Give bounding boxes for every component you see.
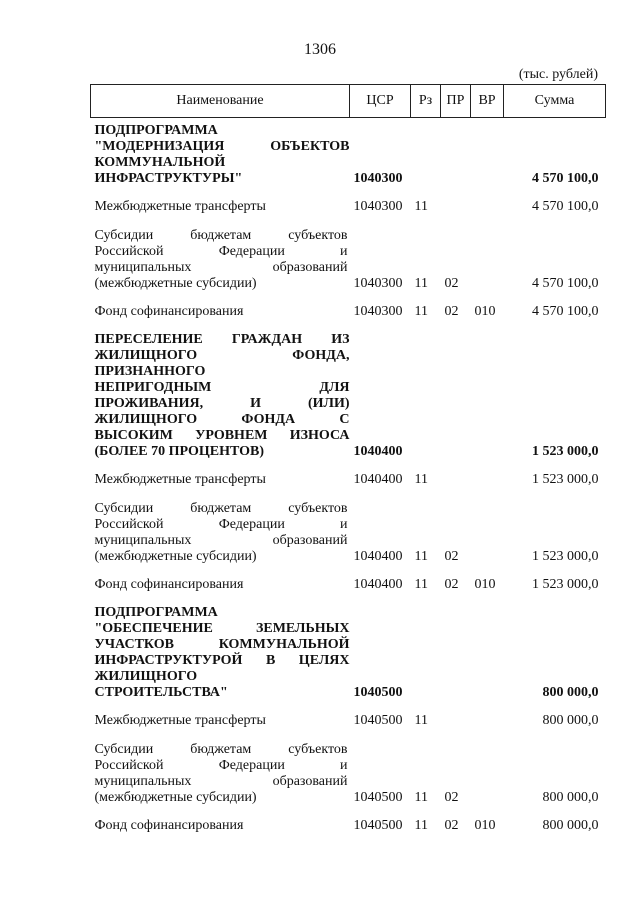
row-name: [91, 472, 350, 488]
cell-sum: 800 000,0: [542, 685, 599, 700]
row-spacer-cell: [91, 565, 606, 577]
name-line: ПЕРЕСЕЛЕНИЕ ГРАЖДАН ИЗ: [94, 332, 350, 347]
cell-rz: 11: [414, 276, 428, 291]
page-number: 1306: [304, 41, 336, 58]
cell-pr: [441, 123, 471, 187]
row-spacer-cell: [91, 729, 606, 742]
budget-table: [90, 84, 606, 834]
cell-csr: 1040500: [353, 818, 403, 833]
cell-csr: 1040300: [353, 171, 403, 186]
cell-pr: [441, 605, 471, 701]
table-row: [91, 818, 606, 834]
column-header-vr: ВР: [471, 85, 504, 118]
units-label: (тыс. рублей): [518, 67, 598, 82]
section-title: [91, 605, 350, 701]
name-line: (межбюджетные субсидии): [94, 276, 257, 291]
row-spacer: [91, 729, 606, 742]
name-line: Межбюджетные трансферты: [94, 713, 266, 728]
table-body: [91, 118, 606, 835]
cell-pr: [441, 332, 471, 460]
cell-vr: 010: [474, 577, 496, 592]
column-header-sum: Сумма: [504, 85, 606, 118]
name-line: муниципальных образований: [94, 533, 348, 548]
row-spacer-cell: [91, 806, 606, 818]
cell-pr: 02: [444, 549, 459, 564]
table-row: [91, 199, 606, 215]
name-line: ИНФРАСТРУКТУРОЙ В ЦЕЛЯХ: [94, 653, 350, 668]
name-line: ИНФРАСТРУКТУРЫ": [94, 171, 243, 186]
name-line: ЖИЛИЩНОГО ФОНДА,: [94, 348, 350, 363]
name-line: ВЫСОКИМ УРОВНЕМ ИЗНОСА: [94, 428, 350, 443]
name-line: Фонд софинансирования: [94, 818, 244, 833]
cell-rz: 11: [414, 713, 428, 728]
name-line: муниципальных образований: [94, 774, 348, 789]
row-name: [91, 199, 350, 215]
cell-sum: 800 000,0: [542, 713, 599, 728]
column-header-name: Наименование: [91, 85, 350, 118]
cell-sum: 4 570 100,0: [532, 304, 599, 319]
cell-sum: 1 523 000,0: [532, 577, 599, 592]
row-spacer-cell: [91, 488, 606, 501]
row-name: [91, 742, 350, 806]
row-spacer: [91, 187, 606, 199]
row-name: [91, 304, 350, 320]
table-row: [91, 713, 606, 729]
cell-rz: 11: [414, 577, 428, 592]
cell-vr: 010: [474, 304, 496, 319]
cell-pr: 02: [444, 818, 459, 833]
cell-rz: [411, 123, 441, 187]
row-name: [91, 713, 350, 729]
cell-vr: [471, 501, 504, 565]
cell-vr: [471, 332, 504, 460]
row-spacer-cell: [91, 593, 606, 605]
table-row: [91, 472, 606, 488]
cell-sum: 4 570 100,0: [532, 199, 599, 214]
row-name: [91, 228, 350, 292]
cell-pr: 02: [444, 304, 459, 319]
name-line: Российской Федерации и: [94, 244, 348, 259]
table-row: [91, 228, 606, 292]
table-header-row: [91, 85, 606, 118]
name-line: Межбюджетные трансферты: [94, 199, 266, 214]
cell-pr: [441, 472, 471, 488]
row-spacer: [91, 320, 606, 332]
cell-sum: 1 523 000,0: [532, 472, 599, 487]
row-spacer: [91, 565, 606, 577]
cell-rz: 11: [414, 790, 428, 805]
cell-rz: [411, 605, 441, 701]
cell-pr: 02: [444, 790, 459, 805]
name-line: муниципальных образований: [94, 260, 348, 275]
section-title: [91, 123, 350, 187]
table-row: [91, 501, 606, 565]
name-line: Субсидии бюджетам субъектов: [94, 228, 348, 243]
cell-vr: [471, 123, 504, 187]
name-line: Фонд софинансирования: [94, 304, 244, 319]
name-line: НЕПРИГОДНЫМ ДЛЯ: [94, 380, 350, 395]
row-spacer: [91, 806, 606, 818]
name-line: СТРОИТЕЛЬСТВА": [94, 685, 228, 700]
cell-csr: 1040300: [353, 304, 403, 319]
cell-vr: [471, 605, 504, 701]
cell-rz: 11: [414, 199, 428, 214]
cell-vr: [471, 713, 504, 729]
name-line: "МОДЕРНИЗАЦИЯ ОБЪЕКТОВ: [94, 139, 350, 154]
name-line: УЧАСТКОВ КОММУНАЛЬНОЙ: [94, 637, 350, 652]
name-line: Российской Федерации и: [94, 758, 348, 773]
row-name: [91, 501, 350, 565]
cell-csr: 1040400: [353, 577, 403, 592]
cell-vr: [471, 199, 504, 215]
name-line: Субсидии бюджетам субъектов: [94, 501, 348, 516]
cell-rz: 11: [414, 549, 428, 564]
cell-csr: 1040400: [353, 472, 403, 487]
column-header-pr: ПР: [441, 85, 471, 118]
cell-csr: 1040500: [353, 685, 403, 700]
row-spacer-cell: [91, 187, 606, 199]
table-row: [91, 577, 606, 593]
name-line: ПРОЖИВАНИЯ, И (ИЛИ): [94, 396, 350, 411]
cell-pr: 02: [444, 276, 459, 291]
cell-pr: 02: [444, 577, 459, 592]
row-spacer: [91, 292, 606, 304]
table-row: [91, 742, 606, 806]
name-line: ПРИЗНАННОГО: [94, 364, 206, 379]
cell-rz: 11: [414, 304, 428, 319]
cell-pr: [441, 713, 471, 729]
name-line: Субсидии бюджетам субъектов: [94, 742, 348, 757]
row-spacer: [91, 593, 606, 605]
row-spacer-cell: [91, 320, 606, 332]
cell-vr: 010: [474, 818, 496, 833]
row-spacer: [91, 215, 606, 228]
cell-sum: 4 570 100,0: [532, 171, 599, 186]
column-header-rz: Рз: [411, 85, 441, 118]
cell-csr: 1040500: [353, 790, 403, 805]
name-line: "ОБЕСПЕЧЕНИЕ ЗЕМЕЛЬНЫХ: [94, 621, 350, 636]
name-line: (межбюджетные субсидии): [94, 790, 257, 805]
name-line: Российской Федерации и: [94, 517, 348, 532]
name-line: Фонд софинансирования: [94, 577, 244, 592]
cell-csr: 1040400: [353, 549, 403, 564]
name-line: КОММУНАЛЬНОЙ: [94, 155, 226, 170]
name-line: ПОДПРОГРАММА: [94, 123, 218, 138]
section-row: [91, 605, 606, 701]
column-header-csr: ЦСР: [350, 85, 411, 118]
cell-vr: [471, 742, 504, 806]
cell-vr: [471, 472, 504, 488]
section-title: [91, 332, 350, 460]
name-line: ЖИЛИЩНОГО: [94, 669, 198, 684]
row-spacer: [91, 488, 606, 501]
cell-pr: [441, 199, 471, 215]
cell-rz: 11: [414, 472, 428, 487]
cell-csr: 1040300: [353, 276, 403, 291]
cell-vr: [471, 228, 504, 292]
row-spacer-cell: [91, 215, 606, 228]
row-name: [91, 818, 350, 834]
cell-csr: 1040400: [353, 444, 403, 459]
section-row: [91, 123, 606, 187]
row-spacer-cell: [91, 292, 606, 304]
name-line: ПОДПРОГРАММА: [94, 605, 218, 620]
cell-csr: 1040500: [353, 713, 403, 728]
cell-sum: 1 523 000,0: [532, 444, 599, 459]
name-line: Межбюджетные трансферты: [94, 472, 266, 487]
table-row: [91, 304, 606, 320]
row-spacer-cell: [91, 701, 606, 713]
cell-rz: [411, 332, 441, 460]
section-row: [91, 332, 606, 460]
name-line: ЖИЛИЩНОГО ФОНДА С: [94, 412, 350, 427]
cell-sum: 800 000,0: [542, 818, 599, 833]
name-line: (межбюджетные субсидии): [94, 549, 257, 564]
cell-csr: 1040300: [353, 199, 403, 214]
cell-sum: 1 523 000,0: [532, 549, 599, 564]
row-spacer: [91, 460, 606, 472]
cell-sum: 800 000,0: [542, 790, 599, 805]
row-spacer-cell: [91, 460, 606, 472]
cell-sum: 4 570 100,0: [532, 276, 599, 291]
row-name: [91, 577, 350, 593]
cell-rz: 11: [414, 818, 428, 833]
name-line: (БОЛЕЕ 70 ПРОЦЕНТОВ): [94, 444, 265, 459]
row-spacer: [91, 701, 606, 713]
